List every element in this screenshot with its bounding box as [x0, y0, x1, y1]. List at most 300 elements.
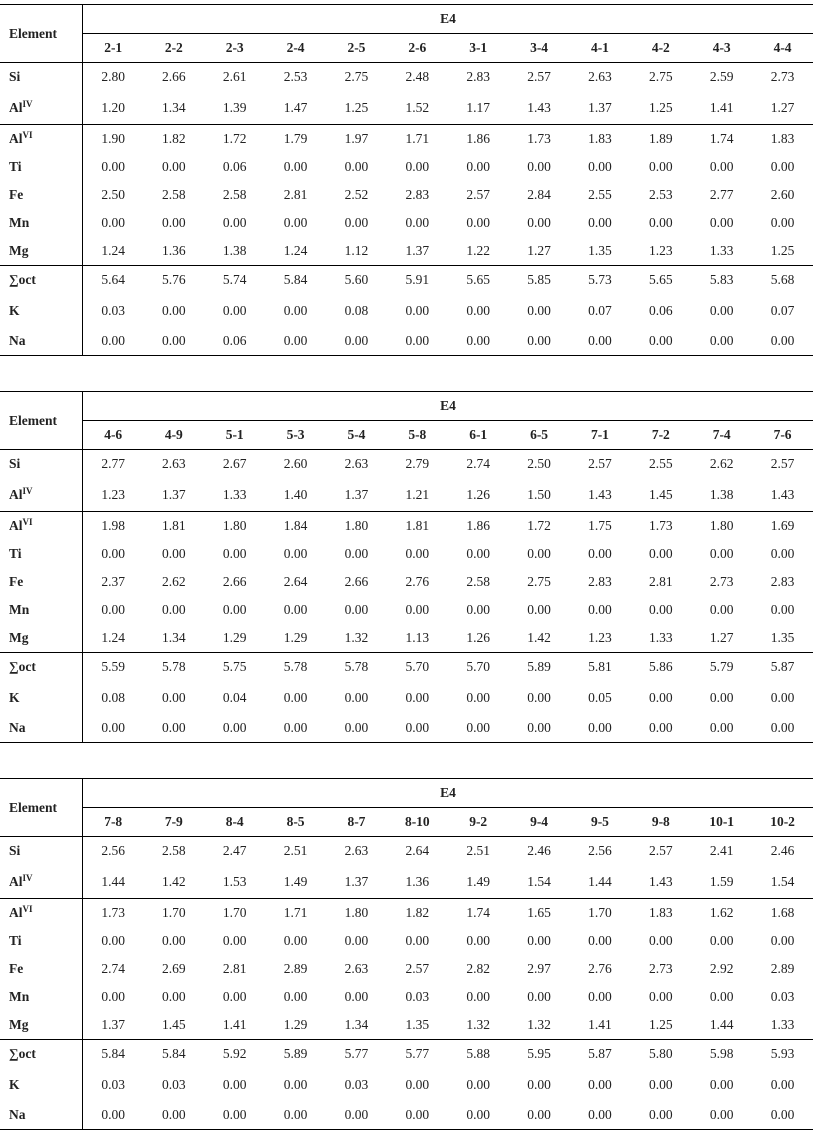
table-cell: 2.37: [101, 574, 125, 589]
element-column-header: Element: [0, 5, 83, 63]
sample-column-header: 5-8: [387, 421, 448, 450]
table-cell: 1.65: [509, 899, 570, 928]
table-cell: 5.89: [509, 653, 570, 682]
table-cell: 0.00: [143, 714, 204, 743]
table-cell: 1.12: [344, 243, 369, 258]
row-label-text: Ti: [9, 546, 22, 561]
table-row: [0, 865, 813, 899]
sample-column-header: 6-1: [448, 421, 509, 450]
table-cell: 1.38: [222, 243, 247, 258]
table-row: [0, 927, 813, 955]
table-cell: 1.72: [204, 125, 265, 154]
table-cell: 0.00: [527, 989, 551, 1004]
table-cell: 0.03: [101, 1076, 125, 1092]
table-cell: 5.91: [387, 266, 448, 295]
table-row: [0, 983, 813, 1011]
table-cell: 2.53: [283, 69, 308, 84]
composition-table-1: [0, 4, 813, 356]
table-cell: 2.63: [344, 456, 369, 471]
table-row: [0, 237, 813, 266]
table-cell: 1.37: [588, 99, 612, 115]
sample-column-header: 3-4: [509, 34, 570, 63]
table-cell: 2.46: [770, 843, 795, 858]
table-cell: 5.84: [143, 1040, 204, 1069]
row-label: [0, 181, 83, 209]
table-cell: 1.20: [101, 99, 125, 115]
table-cell: 0.00: [527, 602, 551, 617]
sample-column-header: 4-6: [83, 421, 144, 450]
table-cell: 2.66: [162, 69, 186, 84]
sample-column-header: 7-4: [691, 421, 752, 450]
table-row: [0, 899, 813, 928]
table-row: [0, 478, 813, 512]
group-header: E4: [83, 779, 814, 808]
table-cell: 0.00: [570, 714, 631, 743]
sample-column-header: 7-1: [570, 421, 631, 450]
sample-column-header: 2-4: [265, 34, 326, 63]
table-cell: 2.51: [283, 843, 308, 858]
table-row: [0, 681, 813, 714]
table-cell: 1.47: [283, 99, 308, 115]
table-cell: 2.75: [527, 574, 551, 589]
table-row: [0, 294, 813, 327]
table-cell: 2.79: [405, 456, 430, 471]
table-cell: 2.89: [770, 961, 795, 976]
table-cell: 0.00: [630, 1101, 691, 1130]
table-row: [0, 1068, 813, 1101]
table-cell: 0.00: [83, 327, 144, 356]
table-cell: 5.77: [326, 1040, 387, 1069]
row-label: [0, 568, 83, 596]
table-cell: 1.24: [101, 630, 125, 645]
table-cell: 0.00: [709, 989, 734, 1004]
table-cell: 1.89: [630, 125, 691, 154]
table-cell: 5.65: [630, 266, 691, 295]
table-cell: 1.33: [649, 630, 673, 645]
table-cell: 1.82: [387, 899, 448, 928]
table-row: [0, 181, 813, 209]
table-cell: 0.00: [283, 1076, 308, 1092]
table-cell: 2.58: [222, 187, 247, 202]
table-cell: 0.00: [405, 689, 430, 705]
table-cell: 1.25: [649, 1017, 673, 1032]
row-label: [0, 209, 83, 237]
table-cell: 0.00: [283, 689, 308, 705]
table-cell: 2.64: [283, 574, 308, 589]
row-label-text: Mg: [9, 243, 29, 258]
table-row: [0, 327, 813, 356]
table-row: [0, 540, 813, 568]
table-cell: 2.81: [649, 574, 673, 589]
table-cell: 1.43: [527, 99, 551, 115]
row-label-text: K: [9, 689, 20, 705]
sample-column-header: 4-1: [570, 34, 631, 63]
sample-column-header: 2-6: [387, 34, 448, 63]
table-cell: 1.90: [83, 125, 144, 154]
table-cell: 1.43: [588, 486, 612, 502]
row-label: [0, 478, 83, 512]
table-cell: 0.00: [448, 714, 509, 743]
table-cell: 1.25: [649, 99, 673, 115]
row-label-superscript: VI: [22, 904, 33, 914]
sample-column-header: 7-8: [83, 808, 144, 837]
table-cell: 1.43: [770, 486, 795, 502]
table-cell: 5.84: [83, 1040, 144, 1069]
table-cell: 0.00: [691, 1101, 752, 1130]
table-cell: 1.79: [265, 125, 326, 154]
table-cell: 0.00: [466, 159, 490, 174]
table-cell: 0.00: [387, 1101, 448, 1130]
table-cell: 0.00: [570, 1101, 631, 1130]
table-cell: 2.84: [527, 187, 551, 202]
table-cell: 1.81: [143, 512, 204, 541]
table-cell: 1.37: [344, 873, 369, 889]
table-cell: 1.80: [204, 512, 265, 541]
row-label-text: Al: [9, 873, 23, 889]
table-cell: 0.00: [326, 1101, 387, 1130]
sample-column-header: 4-9: [143, 421, 204, 450]
row-label: [0, 327, 83, 356]
table-cell: 1.71: [265, 899, 326, 928]
table-cell: 0.00: [466, 1076, 490, 1092]
table-cell: 0.00: [162, 602, 186, 617]
table-cell: 0.00: [649, 1076, 673, 1092]
table-cell: 5.95: [509, 1040, 570, 1069]
table-cell: 0.00: [162, 689, 186, 705]
row-label-text: Si: [9, 456, 21, 471]
table-cell: 1.54: [770, 873, 795, 889]
table-cell: 1.70: [143, 899, 204, 928]
table-cell: 0.00: [466, 215, 490, 230]
sample-column-header: 9-8: [630, 808, 691, 837]
sample-column-header: 6-5: [509, 421, 570, 450]
row-label-text: Al: [9, 131, 23, 146]
sample-column-header: 8-7: [326, 808, 387, 837]
row-label-text: ∑oct: [9, 659, 36, 674]
row-label-text: Al: [9, 99, 23, 115]
table-cell: 0.00: [405, 602, 430, 617]
table-cell: 0.00: [162, 546, 186, 561]
table-cell: 1.49: [283, 873, 308, 889]
table-cell: 0.00: [344, 989, 369, 1004]
table-cell: 2.55: [649, 456, 673, 471]
sample-column-header: 4-2: [630, 34, 691, 63]
table-cell: 0.00: [752, 714, 813, 743]
row-label: [0, 1040, 83, 1069]
table-cell: 0.00: [588, 602, 612, 617]
row-label-text: Mn: [9, 215, 30, 230]
table-cell: 2.82: [466, 961, 490, 976]
table-cell: 0.00: [405, 1076, 430, 1092]
composition-table-2: [0, 391, 813, 743]
table-cell: 0.06: [204, 327, 265, 356]
row-label: [0, 540, 83, 568]
table-cell: 0.00: [222, 933, 247, 948]
table-cell: 0.00: [101, 933, 125, 948]
table-cell: 0.00: [326, 327, 387, 356]
table-cell: 0.00: [691, 714, 752, 743]
table-cell: 0.00: [630, 714, 691, 743]
table-cell: 1.40: [283, 486, 308, 502]
sample-column-header: 3-1: [448, 34, 509, 63]
table-cell: 2.60: [770, 187, 795, 202]
table-cell: 0.00: [222, 215, 247, 230]
table-cell: 5.70: [448, 653, 509, 682]
table-cell: 0.00: [265, 327, 326, 356]
sample-column-header: 4-4: [752, 34, 813, 63]
table-cell: 0.00: [588, 215, 612, 230]
table-cell: 0.00: [162, 989, 186, 1004]
row-label-superscript: VI: [22, 130, 33, 140]
table-cell: 5.60: [326, 266, 387, 295]
table-cell: 0.00: [466, 546, 490, 561]
sample-column-header: 8-10: [387, 808, 448, 837]
table-cell: 2.76: [405, 574, 430, 589]
table-cell: 0.00: [691, 327, 752, 356]
table-row: [0, 209, 813, 237]
table-cell: 0.07: [770, 302, 795, 318]
row-label: [0, 125, 83, 154]
table-cell: 0.00: [752, 1101, 813, 1130]
table-cell: 0.00: [588, 546, 612, 561]
table-cell: 1.34: [344, 1017, 369, 1032]
table-cell: 5.88: [448, 1040, 509, 1069]
table-cell: 2.50: [101, 187, 125, 202]
table-cell: 0.00: [222, 602, 247, 617]
table-cell: 2.58: [162, 187, 186, 202]
table-cell: 1.37: [162, 486, 186, 502]
table-cell: 0.00: [162, 159, 186, 174]
table-cell: 0.00: [162, 302, 186, 318]
table-cell: 0.00: [649, 989, 673, 1004]
composition-table-3: [0, 778, 813, 1130]
table-cell: 0.00: [509, 327, 570, 356]
table-cell: 5.78: [143, 653, 204, 682]
sample-column-header: 5-4: [326, 421, 387, 450]
table-cell: 1.59: [709, 873, 734, 889]
table-cell: 0.00: [709, 1076, 734, 1092]
row-label: [0, 1011, 83, 1040]
table-cell: 0.00: [283, 602, 308, 617]
table-cell: 0.00: [509, 714, 570, 743]
table-cell: 1.52: [405, 99, 430, 115]
table-row: [0, 1040, 813, 1069]
row-label: [0, 266, 83, 295]
element-column-header: Element: [0, 392, 83, 450]
table-cell: 2.69: [162, 961, 186, 976]
table-cell: 0.00: [709, 546, 734, 561]
row-label: [0, 837, 83, 866]
table-cell: 1.34: [162, 630, 186, 645]
table-cell: 1.72: [509, 512, 570, 541]
sample-column-header: 2-2: [143, 34, 204, 63]
sample-column-header: 8-5: [265, 808, 326, 837]
table-cell: 1.17: [466, 99, 490, 115]
table-cell: 1.98: [83, 512, 144, 541]
table-cell: 5.84: [265, 266, 326, 295]
table-cell: 1.70: [570, 899, 631, 928]
row-label: [0, 512, 83, 541]
element-column-header: Element: [0, 779, 83, 837]
table-cell: 2.57: [527, 69, 551, 84]
table-cell: 0.00: [405, 933, 430, 948]
table-cell: 0.00: [222, 989, 247, 1004]
table-row: [0, 837, 813, 866]
table-cell: 1.43: [649, 873, 673, 889]
table-cell: 0.00: [326, 714, 387, 743]
table-cell: 2.67: [222, 456, 247, 471]
table-row: [0, 512, 813, 541]
table-cell: 1.23: [588, 630, 612, 645]
table-cell: 2.80: [101, 69, 125, 84]
table-cell: 1.22: [466, 243, 490, 258]
table-cell: 1.32: [344, 630, 369, 645]
table-cell: 0.00: [588, 1076, 612, 1092]
table-cell: 0.00: [770, 159, 795, 174]
table-cell: 0.06: [649, 302, 673, 318]
table-cell: 0.00: [709, 933, 734, 948]
table-cell: 1.34: [162, 99, 186, 115]
table-cell: 5.93: [752, 1040, 813, 1069]
sample-column-header: 10-1: [691, 808, 752, 837]
table-cell: 1.74: [691, 125, 752, 154]
table-cell: 0.00: [649, 689, 673, 705]
table-cell: 0.00: [570, 327, 631, 356]
table-cell: 0.00: [752, 327, 813, 356]
table-cell: 1.29: [283, 630, 308, 645]
table-cell: 1.26: [466, 630, 490, 645]
table-cell: 0.00: [387, 327, 448, 356]
row-label-text: Al: [9, 486, 23, 502]
table-cell: 0.07: [588, 302, 612, 318]
table-cell: 1.84: [265, 512, 326, 541]
table-cell: 1.29: [283, 1017, 308, 1032]
table-cell: 1.23: [101, 486, 125, 502]
sample-column-header: 5-1: [204, 421, 265, 450]
table-cell: 1.36: [162, 243, 186, 258]
table-cell: 0.00: [527, 689, 551, 705]
table-cell: 1.27: [770, 99, 795, 115]
table-cell: 2.89: [283, 961, 308, 976]
row-label: [0, 927, 83, 955]
table-cell: 0.00: [162, 933, 186, 948]
table-cell: 0.00: [527, 159, 551, 174]
table-row: [0, 63, 813, 92]
table-cell: 1.73: [83, 899, 144, 928]
table-cell: 0.00: [527, 1076, 551, 1092]
row-label-text: Mg: [9, 630, 29, 645]
table-cell: 0.00: [527, 302, 551, 318]
table-cell: 2.63: [162, 456, 186, 471]
row-label: [0, 450, 83, 479]
table-cell: 2.46: [527, 843, 551, 858]
table-cell: 0.00: [283, 215, 308, 230]
table-row: [0, 714, 813, 743]
table-cell: 0.00: [709, 602, 734, 617]
sample-column-header: 7-2: [630, 421, 691, 450]
table-cell: 2.48: [405, 69, 430, 84]
table-cell: 1.38: [709, 486, 734, 502]
table-cell: 1.27: [709, 630, 734, 645]
table-cell: 0.03: [770, 989, 795, 1004]
table-cell: 1.74: [448, 899, 509, 928]
table-cell: 2.59: [709, 69, 734, 84]
row-label: [0, 653, 83, 682]
table-cell: 1.80: [326, 512, 387, 541]
table-cell: 2.83: [466, 69, 490, 84]
table-cell: 5.83: [691, 266, 752, 295]
row-label-text: ∑oct: [9, 272, 36, 287]
table-cell: 0.08: [344, 302, 369, 318]
table-cell: 5.73: [570, 266, 631, 295]
row-label-text: Al: [9, 905, 23, 920]
table-cell: 0.00: [283, 546, 308, 561]
row-label: [0, 294, 83, 327]
table-cell: 1.62: [691, 899, 752, 928]
table-cell: 2.58: [162, 843, 186, 858]
table-cell: 5.79: [691, 653, 752, 682]
table-cell: 0.00: [448, 327, 509, 356]
table-cell: 0.00: [344, 602, 369, 617]
table-cell: 2.74: [466, 456, 490, 471]
table-cell: 2.50: [527, 456, 551, 471]
table-cell: 0.00: [770, 689, 795, 705]
table-cell: 0.00: [649, 159, 673, 174]
table-row: [0, 153, 813, 181]
sample-column-header: 7-9: [143, 808, 204, 837]
row-label: [0, 1068, 83, 1101]
table-cell: 0.00: [143, 327, 204, 356]
table-cell: 0.00: [649, 602, 673, 617]
table-cell: 2.62: [162, 574, 186, 589]
table-cell: 5.65: [448, 266, 509, 295]
table-cell: 0.00: [283, 159, 308, 174]
table-cell: 1.23: [649, 243, 673, 258]
sample-column-header: 4-3: [691, 34, 752, 63]
table-cell: 0.00: [509, 1101, 570, 1130]
table-cell: 5.87: [570, 1040, 631, 1069]
table-cell: 1.37: [405, 243, 430, 258]
table-cell: 1.33: [709, 243, 734, 258]
table-cell: 2.83: [588, 574, 612, 589]
row-label: [0, 865, 83, 899]
row-label-text: Si: [9, 69, 21, 84]
table-cell: 0.00: [588, 933, 612, 948]
table-cell: 0.00: [588, 989, 612, 1004]
table-cell: 0.00: [222, 302, 247, 318]
table-cell: 0.06: [222, 159, 247, 174]
table-cell: 5.76: [143, 266, 204, 295]
table-cell: 2.83: [405, 187, 430, 202]
table-cell: 0.00: [101, 215, 125, 230]
table-cell: 2.57: [770, 456, 795, 471]
table-row: [0, 955, 813, 983]
row-label-text: Ti: [9, 933, 22, 948]
group-header: E4: [83, 392, 814, 421]
sample-column-header: 2-3: [204, 34, 265, 63]
table-cell: 1.44: [101, 873, 125, 889]
table-cell: 0.00: [630, 327, 691, 356]
row-label-text: Fe: [9, 187, 24, 202]
table-cell: 2.66: [344, 574, 369, 589]
table-cell: 0.00: [283, 989, 308, 1004]
table-cell: 1.70: [204, 899, 265, 928]
table-cell: 1.71: [387, 125, 448, 154]
table-cell: 2.63: [344, 961, 369, 976]
table-cell: 1.45: [649, 486, 673, 502]
table-cell: 2.58: [466, 574, 490, 589]
table-cell: 0.00: [770, 933, 795, 948]
